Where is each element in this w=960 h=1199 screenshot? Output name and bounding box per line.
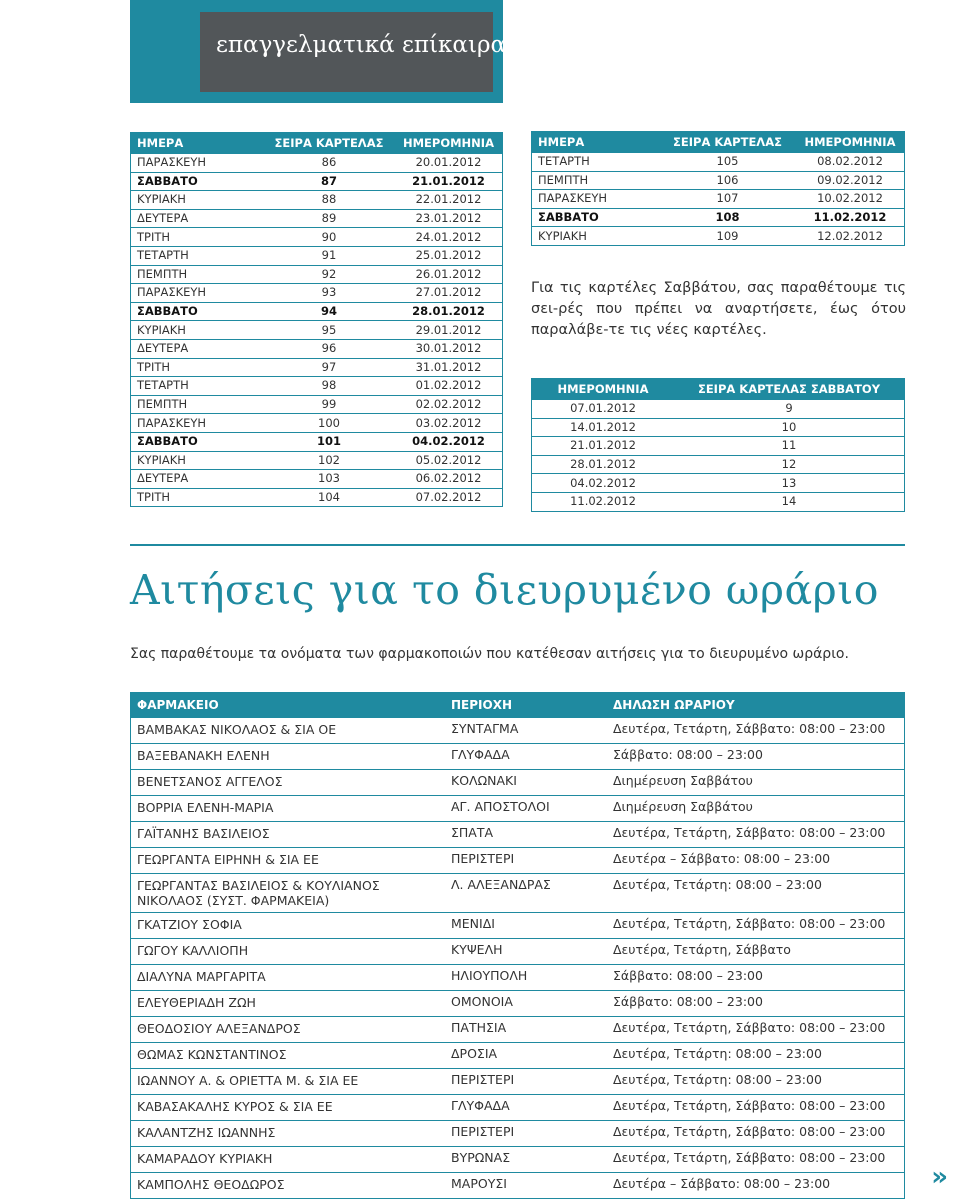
cell-series: 87	[263, 172, 395, 191]
cell-day: ΤΡΙΤΗ	[131, 228, 264, 247]
cell-series: 91	[263, 246, 395, 265]
cell-date: 30.01.2012	[395, 339, 503, 358]
cell-date: 26.01.2012	[395, 265, 503, 284]
cell-series: 95	[263, 321, 395, 340]
cell-date: 24.01.2012	[395, 228, 503, 247]
cell-hours: Δευτέρα, Τετάρτη: 08:00 – 23:00	[607, 874, 905, 913]
cell-date: 20.01.2012	[395, 154, 503, 172]
cell-series: 88	[263, 191, 395, 210]
table-row	[131, 1147, 905, 1173]
cell-day: ΤΕΤΑΡΤΗ	[131, 246, 264, 265]
cell-pharmacy: ΚΑΒΑΣΑΚΑΛΗΣ ΚΥΡΟΣ & ΣΙΑ ΕΕ	[131, 1095, 446, 1121]
cell-series: 94	[263, 302, 395, 321]
cell-series: 101	[263, 432, 395, 451]
table-header-row	[532, 132, 905, 154]
cell-area: ΣΠΑΤΑ	[445, 822, 607, 848]
cell-date: 07.01.2012	[532, 400, 675, 418]
cell-series: 99	[263, 395, 395, 414]
table-row	[532, 190, 905, 209]
cell-day: ΣΑΒΒΑΤΟ	[131, 432, 264, 451]
header-day: ΗΜΕΡΑ	[532, 132, 660, 154]
cell-pharmacy: ΓΕΩΡΓΑΝΤΑΣ ΒΑΣΙΛΕΙΟΣ & ΚΟΥΛΙΑΝΟΣ ΝΙΚΟΛΑΟΣ (ΣΥΣΤ. ΦΑΡΜΑΚΕΙΑ)	[131, 874, 446, 913]
cell-hours: Διημέρευση Σαββάτου	[607, 796, 905, 822]
cell-pharmacy: ΘΩΜΑΣ ΚΩΝΣΤΑΝΤΙΝΟΣ	[131, 1043, 446, 1069]
table-row	[131, 191, 503, 210]
cell-hours: Δευτέρα – Σάββατο: 08:00 – 23:00	[607, 848, 905, 874]
table-row	[532, 455, 905, 474]
header-saturday-series: ΣΕΙΡΑ ΚΑΡΤΕΛΑΣ ΣΑΒΒΑΤΟΥ	[674, 379, 905, 401]
header-date: ΗΜΕΡΟΜΗΝΙΑ	[796, 132, 905, 154]
cell-date: 31.01.2012	[395, 358, 503, 377]
cell-pharmacy: ΚΑΜΠΟΛΗΣ ΘΕΟΔΩΡΟΣ	[131, 1173, 446, 1199]
table-row	[131, 744, 905, 770]
cell-date: 28.01.2012	[532, 455, 675, 474]
saturday-series-table	[531, 378, 905, 512]
cell-day: ΚΥΡΙΑΚΗ	[532, 227, 660, 246]
table-row	[532, 437, 905, 456]
page-title: επαγγελματικά επίκαιρα	[216, 32, 507, 58]
cell-area: ΜΑΡΟΥΣΙ	[445, 1173, 607, 1199]
cell-area: Λ. ΑΛΕΞΑΝΔΡΑΣ	[445, 874, 607, 913]
cell-area: ΠΕΡΙΣΤΕΡΙ	[445, 848, 607, 874]
cell-pharmacy: ΘΕΟΔΟΣΙΟΥ ΑΛΕΞΑΝΔΡΟΣ	[131, 1017, 446, 1043]
cell-area: ΚΥΨΕΛΗ	[445, 939, 607, 965]
cell-day: ΣΑΒΒΑΤΟ	[532, 208, 660, 227]
cell-date: 10.02.2012	[796, 190, 905, 209]
table-row	[131, 874, 905, 913]
cell-series: 98	[263, 377, 395, 396]
cell-day: ΚΥΡΙΑΚΗ	[131, 451, 264, 470]
cell-series: 89	[263, 209, 395, 228]
header-area: ΠΕΡΙΟΧΗ	[445, 693, 607, 719]
cell-day: ΚΥΡΙΑΚΗ	[131, 191, 264, 210]
table-row	[131, 1043, 905, 1069]
cell-series: 97	[263, 358, 395, 377]
header-date: ΗΜΕΡΟΜΗΝΙΑ	[532, 379, 675, 401]
cell-series: 93	[263, 284, 395, 303]
cell-day: ΠΕΜΠΤΗ	[532, 171, 660, 190]
cell-hours: Δευτέρα, Τετάρτη, Σάββατο: 08:00 – 23:00	[607, 913, 905, 939]
table-row	[131, 822, 905, 848]
table-row	[131, 284, 503, 303]
cell-hours: Σάββατο: 08:00 – 23:00	[607, 965, 905, 991]
table-row	[131, 913, 905, 939]
cell-series: 100	[263, 414, 395, 433]
cell-date: 01.02.2012	[395, 377, 503, 396]
cell-hours: Δευτέρα, Τετάρτη, Σάββατο	[607, 939, 905, 965]
cell-date: 02.02.2012	[395, 395, 503, 414]
cell-series: 10	[674, 418, 905, 437]
cell-pharmacy: ΓΕΩΡΓΑΝΤΑ ΕΙΡΗΝΗ & ΣΙΑ ΕΕ	[131, 848, 446, 874]
cell-hours: Δευτέρα, Τετάρτη, Σάββατο: 08:00 – 23:00	[607, 1147, 905, 1173]
cell-pharmacy: ΓΩΓΟΥ ΚΑΛΛΙΟΠΗ	[131, 939, 446, 965]
cell-series: 109	[659, 227, 796, 246]
cell-day: ΠΑΡΑΣΚΕΥΗ	[131, 284, 264, 303]
cell-area: ΚΟΛΩΝΑΚΙ	[445, 770, 607, 796]
cell-series: 13	[674, 474, 905, 493]
cell-series: 104	[263, 488, 395, 507]
cell-series: 102	[263, 451, 395, 470]
cell-date: 21.01.2012	[395, 172, 503, 191]
cell-series: 14	[674, 492, 905, 511]
cell-area: ΗΛΙΟΥΠΟΛΗ	[445, 965, 607, 991]
cell-hours: Σάββατο: 08:00 – 23:00	[607, 744, 905, 770]
table-row	[131, 172, 503, 191]
table-row	[131, 1069, 905, 1095]
cell-area: ΓΛΥΦΑΔΑ	[445, 1095, 607, 1121]
cell-series: 105	[659, 153, 796, 171]
table-row	[532, 208, 905, 227]
table-row	[131, 414, 503, 433]
table-row	[131, 991, 905, 1017]
cell-hours: Διημέρευση Σαββάτου	[607, 770, 905, 796]
cell-date: 04.02.2012	[532, 474, 675, 493]
cell-area: ΜΕΝΙΔΙ	[445, 913, 607, 939]
cell-area: ΓΛΥΦΑΔΑ	[445, 744, 607, 770]
table-row	[131, 1017, 905, 1043]
cell-series: 103	[263, 470, 395, 489]
cell-day: ΤΕΤΑΡΤΗ	[532, 153, 660, 171]
cell-pharmacy: ΚΑΛΑΝΤΖΗΣ ΙΩΑΝΝΗΣ	[131, 1121, 446, 1147]
table-row	[131, 339, 503, 358]
header-series: ΣΕΙΡΑ ΚΑΡΤΕΛΑΣ	[263, 133, 395, 155]
header-date: ΗΜΕΡΟΜΗΝΙΑ	[395, 133, 503, 155]
cell-pharmacy: ΒΑΞΕΒΑΝΑΚΗ ΕΛΕΝΗ	[131, 744, 446, 770]
cell-area: ΒΥΡΩΝΑΣ	[445, 1147, 607, 1173]
table-row	[131, 154, 503, 172]
cell-area: ΠΕΡΙΣΤΕΡΙ	[445, 1069, 607, 1095]
cell-date: 11.02.2012	[532, 492, 675, 511]
table-row	[131, 718, 905, 744]
table-row	[131, 321, 503, 340]
section-intro: Σας παραθέτουμε τα ονόματα των φαρμακοποιών που κατέθεσαν αιτήσεις για το διευρυμένο ωράριο.	[130, 646, 849, 662]
cell-pharmacy: ΔΙΑΛΥΝΑ ΜΑΡΓΑΡΙΤΑ	[131, 965, 446, 991]
cell-area: ΔΡΟΣΙΑ	[445, 1043, 607, 1069]
cell-pharmacy: ΓΑΪΤΑΝΗΣ ΒΑΣΙΛΕΙΟΣ	[131, 822, 446, 848]
continue-arrow-icon: »	[931, 1162, 948, 1192]
cell-day: ΔΕΥΤΕΡΑ	[131, 209, 264, 228]
cell-day: ΣΑΒΒΑΤΟ	[131, 172, 264, 191]
table-row	[131, 395, 503, 414]
table-row	[131, 770, 905, 796]
cell-series: 92	[263, 265, 395, 284]
cell-date: 04.02.2012	[395, 432, 503, 451]
table-row	[131, 965, 905, 991]
cell-day: ΤΡΙΤΗ	[131, 488, 264, 507]
section-divider	[130, 544, 905, 546]
table-row	[131, 265, 503, 284]
table-row	[532, 171, 905, 190]
cell-day: ΤΕΤΑΡΤΗ	[131, 377, 264, 396]
table-header-row	[131, 693, 905, 719]
table-row	[131, 1173, 905, 1199]
cell-date: 11.02.2012	[796, 208, 905, 227]
cell-series: 106	[659, 171, 796, 190]
cell-pharmacy: ΕΛΕΥΘΕΡΙΑΔΗ ΖΩΗ	[131, 991, 446, 1017]
table-header-row	[532, 379, 905, 401]
cell-hours: Δευτέρα, Τετάρτη, Σάββατο: 08:00 – 23:00	[607, 718, 905, 744]
cell-hours: Δευτέρα, Τετάρτη: 08:00 – 23:00	[607, 1043, 905, 1069]
table-row	[131, 377, 503, 396]
table-row	[532, 153, 905, 171]
cell-series: 12	[674, 455, 905, 474]
cell-day: ΤΡΙΤΗ	[131, 358, 264, 377]
header-day: ΗΜΕΡΑ	[131, 133, 264, 155]
cell-date: 05.02.2012	[395, 451, 503, 470]
cell-date: 08.02.2012	[796, 153, 905, 171]
cell-area: ΑΓ. ΑΠΟΣΤΟΛΟΙ	[445, 796, 607, 822]
cell-series: 107	[659, 190, 796, 209]
cell-series: 90	[263, 228, 395, 247]
table-row	[131, 358, 503, 377]
table-row	[532, 227, 905, 246]
cell-hours: Σάββατο: 08:00 – 23:00	[607, 991, 905, 1017]
table-row	[131, 228, 503, 247]
cell-series: 96	[263, 339, 395, 358]
table-row	[131, 1121, 905, 1147]
cell-pharmacy: ΚΑΜΑΡΑΔΟΥ ΚΥΡΙΑΚΗ	[131, 1147, 446, 1173]
cell-date: 12.02.2012	[796, 227, 905, 246]
cell-date: 07.02.2012	[395, 488, 503, 507]
table-row	[131, 209, 503, 228]
table-row	[532, 474, 905, 493]
table-row	[131, 796, 905, 822]
section-title: Αιτήσεις για το διευρυμένο ωράριο	[130, 566, 879, 614]
table-row	[131, 470, 503, 489]
header-pharmacy: ΦΑΡΜΑΚΕΙΟ	[131, 693, 446, 719]
schedule-table-right	[531, 131, 905, 246]
table-row	[131, 488, 503, 507]
cell-date: 06.02.2012	[395, 470, 503, 489]
cell-day: ΣΑΒΒΑΤΟ	[131, 302, 264, 321]
table-row	[532, 492, 905, 511]
cell-date: 22.01.2012	[395, 191, 503, 210]
cell-hours: Δευτέρα, Τετάρτη, Σάββατο: 08:00 – 23:00	[607, 1095, 905, 1121]
cell-date: 03.02.2012	[395, 414, 503, 433]
cell-date: 25.01.2012	[395, 246, 503, 265]
cell-day: ΠΕΜΠΤΗ	[131, 395, 264, 414]
table-row	[131, 302, 503, 321]
saturday-note: Για τις καρτέλες Σαββάτου, σας παραθέτουμε τις σει-ρές που πρέπει να αναρτήσετε, έως ότου παραλάβε-τε τις νέες καρτέλες.	[531, 280, 906, 338]
table-header-row	[131, 133, 503, 155]
cell-series: 108	[659, 208, 796, 227]
cell-area: ΠΕΡΙΣΤΕΡΙ	[445, 1121, 607, 1147]
cell-day: ΠΑΡΑΣΚΕΥΗ	[131, 414, 264, 433]
table-row	[532, 418, 905, 437]
table-row	[131, 246, 503, 265]
table-row	[131, 432, 503, 451]
table-row	[131, 451, 503, 470]
cell-series: 9	[674, 400, 905, 418]
cell-date: 23.01.2012	[395, 209, 503, 228]
table-row	[131, 848, 905, 874]
header-series: ΣΕΙΡΑ ΚΑΡΤΕΛΑΣ	[659, 132, 796, 154]
cell-series: 86	[263, 154, 395, 172]
cell-date: 27.01.2012	[395, 284, 503, 303]
cell-hours: Δευτέρα, Τετάρτη, Σάββατο: 08:00 – 23:00	[607, 822, 905, 848]
cell-date: 29.01.2012	[395, 321, 503, 340]
cell-hours: Δευτέρα, Τετάρτη: 08:00 – 23:00	[607, 1069, 905, 1095]
cell-pharmacy: ΒΕΝΕΤΣΑΝΟΣ ΑΓΓΕΛΟΣ	[131, 770, 446, 796]
cell-date: 09.02.2012	[796, 171, 905, 190]
cell-day: ΔΕΥΤΕΡΑ	[131, 339, 264, 358]
cell-pharmacy: ΙΩΑΝΝΟΥ Α. & ΟΡΙΕΤΤΑ Μ. & ΣΙΑ ΕΕ	[131, 1069, 446, 1095]
header-hours: ΔΗΛΩΣΗ ΩΡΑΡΙΟΥ	[607, 693, 905, 719]
cell-day: ΠΑΡΑΣΚΕΥΗ	[131, 154, 264, 172]
cell-date: 21.01.2012	[532, 437, 675, 456]
pharmacies-table	[130, 692, 905, 1199]
table-row	[131, 939, 905, 965]
cell-pharmacy: ΒΟΡΡΙΑ ΕΛΕΝΗ-ΜΑΡΙΑ	[131, 796, 446, 822]
table-row	[532, 400, 905, 418]
cell-hours: Δευτέρα, Τετάρτη, Σάββατο: 08:00 – 23:00	[607, 1017, 905, 1043]
cell-series: 11	[674, 437, 905, 456]
table-row	[131, 1095, 905, 1121]
cell-area: ΠΑΤΗΣΙΑ	[445, 1017, 607, 1043]
cell-pharmacy: ΒΑΜΒΑΚΑΣ ΝΙΚΟΛΑΟΣ & ΣΙΑ ΟΕ	[131, 718, 446, 744]
cell-hours: Δευτέρα – Σάββατο: 08:00 – 23:00	[607, 1173, 905, 1199]
cell-area: ΣΥΝΤΑΓΜΑ	[445, 718, 607, 744]
cell-date: 14.01.2012	[532, 418, 675, 437]
cell-day: ΠΑΡΑΣΚΕΥΗ	[532, 190, 660, 209]
cell-day: ΠΕΜΠΤΗ	[131, 265, 264, 284]
cell-date: 28.01.2012	[395, 302, 503, 321]
cell-day: ΚΥΡΙΑΚΗ	[131, 321, 264, 340]
schedule-table-left	[130, 132, 503, 507]
cell-area: ΟΜΟΝΟΙΑ	[445, 991, 607, 1017]
cell-hours: Δευτέρα, Τετάρτη, Σάββατο: 08:00 – 23:00	[607, 1121, 905, 1147]
cell-day: ΔΕΥΤΕΡΑ	[131, 470, 264, 489]
cell-pharmacy: ΓΚΑΤΖΙΟΥ ΣΟΦΙΑ	[131, 913, 446, 939]
